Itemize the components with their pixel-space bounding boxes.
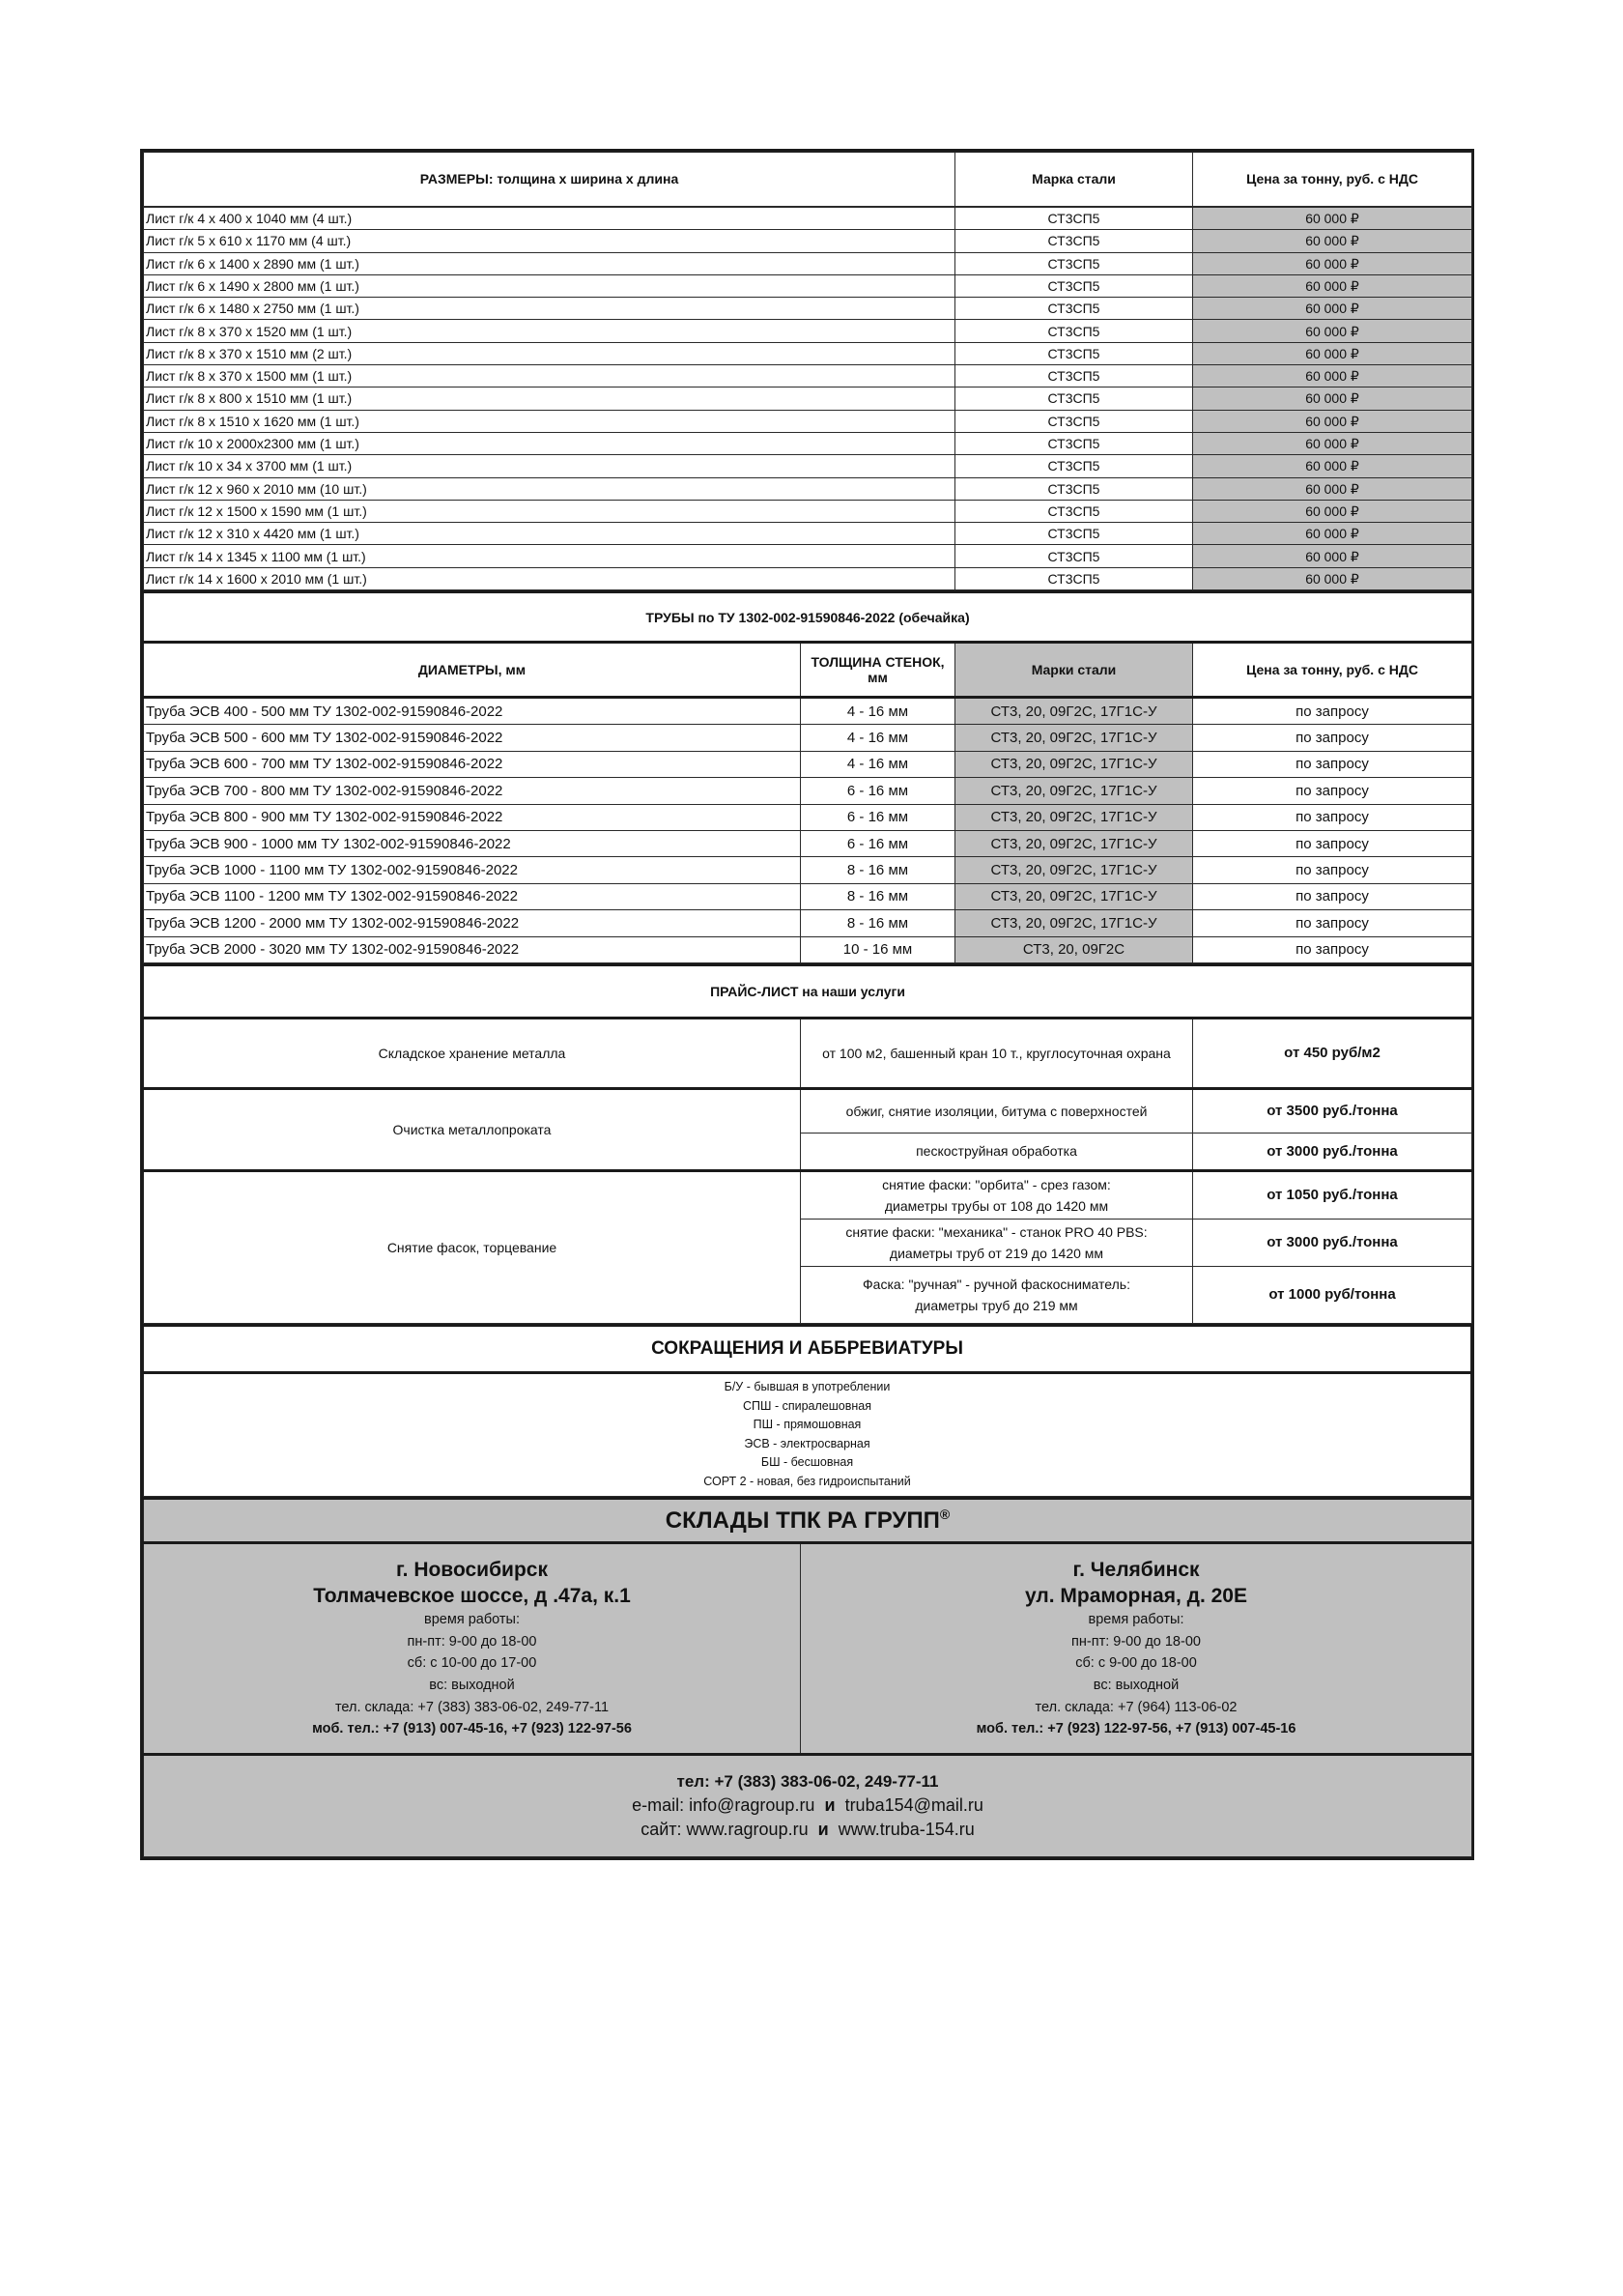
- footer-email-line: [144, 1794, 1471, 1818]
- sheet-grade: СТ3СП5: [955, 320, 1193, 342]
- sheet-size: Лист г/к 14 х 1345 х 1100 мм (1 шт.): [144, 545, 955, 567]
- pipes-header-row: [144, 643, 1472, 698]
- service-cleaning-detail: обжиг, снятие изоляции, битума с поверхностей: [801, 1088, 1193, 1133]
- sheet-row: [144, 230, 1472, 252]
- footer-phone: тел: +7 (383) 383-06-02, 249-77-11: [676, 1772, 939, 1792]
- pipe-grades: СТ3, 20, 09Г2С, 17Г1С-У: [955, 804, 1193, 830]
- sheet-row: [144, 387, 1472, 410]
- sheet-grade: СТ3СП5: [955, 477, 1193, 500]
- warehouse-phone: тел. склада: +7 (383) 383-06-02, 249-77-11: [334, 1699, 610, 1715]
- pipe-price: по запросу: [1193, 778, 1472, 804]
- sheet-size: Лист г/к 6 х 1490 х 2800 мм (1 шт.): [144, 274, 955, 297]
- pipe-name: Труба ЭСВ 700 - 800 мм ТУ 1302-002-91590846-2022: [144, 778, 801, 804]
- sheet-size: Лист г/к 12 х 1500 х 1590 мм (1 шт.): [144, 500, 955, 522]
- registered-mark: ®: [939, 1507, 951, 1523]
- pipe-wall: 8 - 16 мм: [801, 910, 955, 936]
- sheet-price: 60 000 ₽: [1193, 208, 1472, 230]
- sheet-price: 60 000 ₽: [1193, 523, 1472, 545]
- email-link[interactable]: e-mail: info@ragroup.ru: [632, 1795, 815, 1816]
- price-table: [143, 152, 1472, 207]
- warehouse-city: г. Челябинск: [1072, 1559, 1200, 1582]
- sheet-grade: СТ3СП5: [955, 432, 1193, 454]
- sheet-grade: СТ3СП5: [955, 410, 1193, 432]
- header-size: РАЗМЕРЫ: толщина х ширина х длина: [144, 153, 955, 207]
- service-chamfer-name: Снятие фасок, торцевание: [144, 1170, 801, 1323]
- sheet-row: [144, 274, 1472, 297]
- sheet-row: [144, 320, 1472, 342]
- warehouse-city: г. Новосибирск: [396, 1559, 548, 1582]
- sheet-row: [144, 208, 1472, 230]
- abbreviations-title-row: [144, 1325, 1471, 1372]
- header-diameter: ДИАМЕТРЫ, мм: [144, 643, 801, 698]
- pipe-wall: 8 - 16 мм: [801, 857, 955, 883]
- sheet-size: Лист г/к 4 х 400 х 1040 мм (4 шт.): [144, 208, 955, 230]
- pipe-wall: 8 - 16 мм: [801, 883, 955, 909]
- pipe-grades: СТ3, 20, 09Г2С, 17Г1С-У: [955, 831, 1193, 857]
- sheet-row: [144, 365, 1472, 387]
- service-storage-row: [144, 1018, 1472, 1088]
- abbreviations-list: [144, 1372, 1471, 1496]
- sheet-size: Лист г/к 8 х 1510 х 1620 мм (1 шт.): [144, 410, 955, 432]
- warehouse-saturday: сб: с 9-00 до 18-00: [1075, 1655, 1197, 1672]
- sheet-row: [144, 523, 1472, 545]
- warehouses-title-row: [144, 1498, 1472, 1542]
- sheet-size: Лист г/к 8 х 370 х 1500 мм (1 шт.): [144, 365, 955, 387]
- header-grade: Марка стали: [955, 153, 1193, 207]
- detail-line: диаметры труб от 219 до 1420 мм: [889, 1245, 1104, 1261]
- sheet-size: Лист г/к 8 х 370 х 1510 мм (2 шт.): [144, 342, 955, 364]
- service-chamfer-detail: [801, 1170, 1193, 1219]
- sheet-row: [144, 252, 1472, 274]
- pipe-name: Труба ЭСВ 800 - 900 мм ТУ 1302-002-91590846-2022: [144, 804, 801, 830]
- pipe-wall: 4 - 16 мм: [801, 751, 955, 777]
- sheet-row: [144, 567, 1472, 589]
- sheet-price: 60 000 ₽: [1193, 432, 1472, 454]
- pipe-name: Труба ЭСВ 900 - 1000 мм ТУ 1302-002-91590846-2022: [144, 831, 801, 857]
- pipe-grades: СТ3, 20, 09Г2С, 17Г1С-У: [955, 857, 1193, 883]
- detail-line: Фаска: "ручная" - ручной фаскосниматель:: [863, 1276, 1130, 1292]
- warehouses-row: [144, 1542, 1472, 1754]
- pipe-name: Труба ЭСВ 1100 - 1200 мм ТУ 1302-002-91590846-2022: [144, 883, 801, 909]
- service-chamfer-row: [144, 1170, 1472, 1219]
- warehouse-hours-label: время работы:: [424, 1612, 520, 1628]
- pipe-wall: 4 - 16 мм: [801, 698, 955, 725]
- conjunction: и: [817, 1820, 829, 1840]
- warehouse-mobile: моб. тел.: +7 (913) 007-45-16, +7 (923) 122-97-56: [312, 1721, 632, 1737]
- sheet-price: 60 000 ₽: [1193, 545, 1472, 567]
- pipe-wall: 6 - 16 мм: [801, 804, 955, 830]
- pipe-grades: СТ3, 20, 09Г2С, 17Г1С-У: [955, 725, 1193, 751]
- detail-line: снятие фаски: "орбита" - срез газом:: [882, 1176, 1111, 1192]
- pipe-price: по запросу: [1193, 804, 1472, 830]
- sheet-price: 60 000 ₽: [1193, 567, 1472, 589]
- detail-line: диаметры трубы от 108 до 1420 мм: [884, 1197, 1109, 1214]
- pipes-title: ТРУБЫ по ТУ 1302-002-91590846-2022 (обечайка): [144, 592, 1472, 643]
- sheet-price: 60 000 ₽: [1193, 252, 1472, 274]
- warehouse-weekdays: пн-пт: 9-00 до 18-00: [1071, 1633, 1201, 1650]
- pipe-name: Труба ЭСВ 600 - 700 мм ТУ 1302-002-91590846-2022: [144, 751, 801, 777]
- pipe-wall: 6 - 16 мм: [801, 831, 955, 857]
- sheet-size: Лист г/к 6 х 1480 х 2750 мм (1 шт.): [144, 298, 955, 320]
- sheet-size: Лист г/к 10 х 2000х2300 мм (1 шт.): [144, 432, 955, 454]
- service-chamfer-price: от 1000 руб/тонна: [1193, 1266, 1472, 1323]
- warehouse-weekdays: пн-пт: 9-00 до 18-00: [407, 1633, 537, 1650]
- service-storage-price: от 450 руб/м2: [1193, 1018, 1472, 1088]
- sheet-price: 60 000 ₽: [1193, 455, 1472, 477]
- service-chamfer-price: от 1050 руб./тонна: [1193, 1170, 1472, 1219]
- sheet-price: 60 000 ₽: [1193, 274, 1472, 297]
- service-chamfer-price: от 3000 руб./тонна: [1193, 1219, 1472, 1266]
- pipe-grades: СТ3, 20, 09Г2С, 17Г1С-У: [955, 751, 1193, 777]
- pipe-row: [144, 698, 1472, 725]
- pipe-name: Труба ЭСВ 1000 - 1100 мм ТУ 1302-002-91590846-2022: [144, 857, 801, 883]
- sheet-price: 60 000 ₽: [1193, 477, 1472, 500]
- pipe-price: по запросу: [1193, 725, 1472, 751]
- service-chamfer-detail: [801, 1219, 1193, 1266]
- pipe-row: [144, 804, 1472, 830]
- abbreviations-list-row: [144, 1372, 1471, 1496]
- service-cleaning-price: от 3500 руб./тонна: [1193, 1088, 1472, 1133]
- service-cleaning-row: [144, 1088, 1472, 1133]
- sheet-grade: СТ3СП5: [955, 567, 1193, 589]
- pipe-price: по запросу: [1193, 831, 1472, 857]
- sheets-table: [143, 207, 1472, 590]
- pipe-price: по запросу: [1193, 910, 1472, 936]
- conjunction: и: [824, 1795, 836, 1816]
- sheet-price: 60 000 ₽: [1193, 410, 1472, 432]
- sheet-grade: СТ3СП5: [955, 545, 1193, 567]
- sheet-grade: СТ3СП5: [955, 230, 1193, 252]
- warehouses-title: [144, 1498, 1472, 1542]
- service-cleaning-name: Очистка металлопроката: [144, 1088, 801, 1170]
- services-title: ПРАЙС-ЛИСТ на наши услуги: [144, 964, 1472, 1018]
- pipes-table: [143, 590, 1472, 963]
- detail-line: диаметры труб до 219 мм: [915, 1297, 1078, 1313]
- pipe-row: [144, 883, 1472, 909]
- warehouse-hours-label: время работы:: [1088, 1612, 1184, 1628]
- sheet-price: 60 000 ₽: [1193, 365, 1472, 387]
- warehouse-saturday: сб: с 10-00 до 17-00: [407, 1655, 537, 1672]
- pipe-name: Труба ЭСВ 400 - 500 мм ТУ 1302-002-91590846-2022: [144, 698, 801, 725]
- warehouses-table: [143, 1497, 1472, 1857]
- footer-row: [144, 1754, 1472, 1856]
- pipe-grades: СТ3, 20, 09Г2С, 17Г1С-У: [955, 910, 1193, 936]
- abbreviation-item: БШ - бесшовная: [760, 1455, 854, 1470]
- sheet-size: Лист г/к 12 х 960 х 2010 мм (10 шт.): [144, 477, 955, 500]
- pipe-row: [144, 778, 1472, 804]
- sheet-grade: СТ3СП5: [955, 208, 1193, 230]
- header-grades: Марки стали: [955, 643, 1193, 698]
- site-link[interactable]: сайт: www.ragroup.ru: [641, 1820, 809, 1840]
- warehouse-chelyabinsk: [801, 1542, 1472, 1754]
- sheet-grade: СТ3СП5: [955, 252, 1193, 274]
- service-cleaning-detail: пескоструйная обработка: [801, 1133, 1193, 1170]
- footer-site-line: [144, 1818, 1471, 1842]
- services-table: [143, 963, 1472, 1324]
- sheet-price: 60 000 ₽: [1193, 230, 1472, 252]
- pipe-row: [144, 725, 1472, 751]
- pipe-price: по запросу: [1193, 936, 1472, 962]
- service-storage-name: Складское хранение металла: [144, 1018, 801, 1088]
- contacts-footer: [144, 1754, 1472, 1856]
- abbreviations-table: [143, 1324, 1471, 1497]
- sheet-row: [144, 410, 1472, 432]
- sheet-grade: СТ3СП5: [955, 365, 1193, 387]
- sheet-row: [144, 432, 1472, 454]
- warehouse-sunday: вс: выходной: [429, 1677, 515, 1693]
- service-storage-detail: от 100 м2, башенный кран 10 т., круглосуточная охрана: [801, 1018, 1193, 1088]
- pipe-price: по запросу: [1193, 751, 1472, 777]
- sheet-row: [144, 298, 1472, 320]
- pipe-wall: 4 - 16 мм: [801, 725, 955, 751]
- sheet-grade: СТ3СП5: [955, 523, 1193, 545]
- sheet-row: [144, 545, 1472, 567]
- sheet-grade: СТ3СП5: [955, 274, 1193, 297]
- pipe-row: [144, 910, 1472, 936]
- abbreviation-item: ЭСВ - электросварная: [744, 1436, 870, 1450]
- abbreviation-item: Б/У - бывшая в употреблении: [724, 1380, 891, 1394]
- warehouse-address: Толмачевское шоссе, д .47а, к.1: [313, 1585, 631, 1608]
- detail-line: снятие фаски: "механика" - станок PRO 40 PBS:: [845, 1223, 1148, 1240]
- warehouse-mobile: моб. тел.: +7 (923) 122-97-56, +7 (913) 007-45-16: [976, 1721, 1296, 1737]
- warehouses-title-text: СКЛАДЫ ТПК РА ГРУПП: [665, 1507, 940, 1535]
- sheet-row: [144, 500, 1472, 522]
- sheet-row: [144, 455, 1472, 477]
- pipe-name: Труба ЭСВ 2000 - 3020 мм ТУ 1302-002-91590846-2022: [144, 936, 801, 962]
- services-title-row: [144, 964, 1472, 1018]
- sheet-grade: СТ3СП5: [955, 298, 1193, 320]
- pipe-row: [144, 751, 1472, 777]
- pipe-grades: СТ3, 20, 09Г2С, 17Г1С-У: [955, 883, 1193, 909]
- pipe-grades: СТ3, 20, 09Г2С, 17Г1С-У: [955, 698, 1193, 725]
- sheet-price: 60 000 ₽: [1193, 342, 1472, 364]
- sheets-header-row: [144, 153, 1472, 207]
- warehouse-phone: тел. склада: +7 (964) 113-06-02: [1035, 1699, 1238, 1715]
- pipe-name: Труба ЭСВ 500 - 600 мм ТУ 1302-002-91590846-2022: [144, 725, 801, 751]
- price-list-document: [140, 149, 1474, 1860]
- sheet-price: 60 000 ₽: [1193, 320, 1472, 342]
- warehouse-sunday: вс: выходной: [1093, 1677, 1180, 1693]
- pipe-row: [144, 936, 1472, 962]
- service-chamfer-detail: [801, 1266, 1193, 1323]
- pipe-price: по запросу: [1193, 857, 1472, 883]
- site-link[interactable]: www.truba-154.ru: [838, 1820, 975, 1840]
- sheet-price: 60 000 ₽: [1193, 500, 1472, 522]
- pipe-price: по запросу: [1193, 698, 1472, 725]
- abbreviation-item: СПШ - спиралешовная: [743, 1398, 871, 1413]
- abbreviations-title: СОКРАЩЕНИЯ И АББРЕВИАТУРЫ: [144, 1325, 1471, 1372]
- sheet-size: Лист г/к 14 х 1600 х 2010 мм (1 шт.): [144, 567, 955, 589]
- abbreviation-item: СОРТ 2 - новая, без гидроиспытаний: [703, 1474, 911, 1488]
- warehouse-address: ул. Мраморная, д. 20Е: [1025, 1585, 1247, 1608]
- warehouse-novosibirsk: [144, 1542, 801, 1754]
- header-price: Цена за тонну, руб. с НДС: [1193, 153, 1472, 207]
- pipes-title-row: [144, 592, 1472, 643]
- sheet-grade: СТ3СП5: [955, 342, 1193, 364]
- sheet-size: Лист г/к 10 х 34 х 3700 мм (1 шт.): [144, 455, 955, 477]
- pipe-grades: СТ3, 20, 09Г2С: [955, 936, 1193, 962]
- service-cleaning-price: от 3000 руб./тонна: [1193, 1133, 1472, 1170]
- pipe-grades: СТ3, 20, 09Г2С, 17Г1С-У: [955, 778, 1193, 804]
- pipe-wall: 10 - 16 мм: [801, 936, 955, 962]
- sheet-row: [144, 477, 1472, 500]
- pipe-wall: 6 - 16 мм: [801, 778, 955, 804]
- sheet-price: 60 000 ₽: [1193, 387, 1472, 410]
- sheet-size: Лист г/к 5 х 610 х 1170 мм (4 шт.): [144, 230, 955, 252]
- sheet-row: [144, 342, 1472, 364]
- sheet-grade: СТ3СП5: [955, 455, 1193, 477]
- pipe-row: [144, 831, 1472, 857]
- sheet-size: Лист г/к 8 х 370 х 1520 мм (1 шт.): [144, 320, 955, 342]
- email-link[interactable]: truba154@mail.ru: [844, 1795, 983, 1816]
- sheet-size: Лист г/к 12 х 310 х 4420 мм (1 шт.): [144, 523, 955, 545]
- header-pipe-price: Цена за тонну, руб. с НДС: [1193, 643, 1472, 698]
- pipe-row: [144, 857, 1472, 883]
- abbreviation-item: ПШ - прямошовная: [753, 1418, 862, 1432]
- header-wall: ТОЛЩИНА СТЕНОК, мм: [801, 643, 955, 698]
- sheet-price: 60 000 ₽: [1193, 298, 1472, 320]
- sheet-size: Лист г/к 8 х 800 х 1510 мм (1 шт.): [144, 387, 955, 410]
- sheet-grade: СТ3СП5: [955, 500, 1193, 522]
- sheet-size: Лист г/к 6 х 1400 х 2890 мм (1 шт.): [144, 252, 955, 274]
- pipe-name: Труба ЭСВ 1200 - 2000 мм ТУ 1302-002-91590846-2022: [144, 910, 801, 936]
- pipe-price: по запросу: [1193, 883, 1472, 909]
- sheet-grade: СТ3СП5: [955, 387, 1193, 410]
